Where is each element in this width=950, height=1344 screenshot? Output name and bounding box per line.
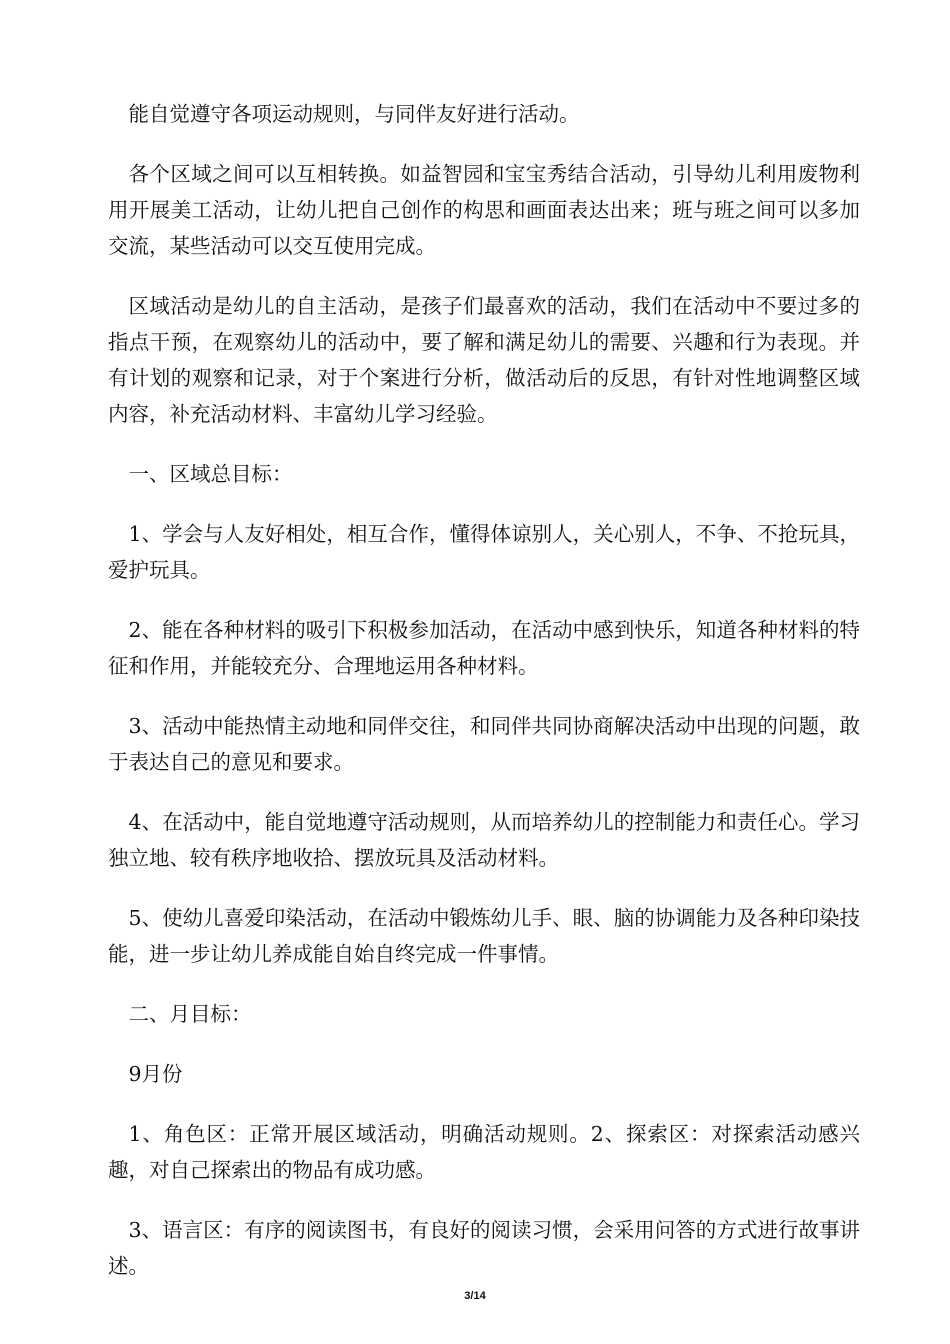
section-heading-overall-goals: 一、区域总目标： [128,462,293,486]
goal-item-1: 1、学会与人友好相处，相互合作，懂得体谅别人，关心别人，不争、不抢玩具，爱护玩具。 [108,522,860,582]
paragraph-area-conversion: 各个区域之间可以互相转换。如益智园和宝宝秀结合活动，引导幼儿利用废物利用开展美工活动，让幼儿把自己创作的构思和画面表达出来；班与班之间可以多加交流，某些活动可以交互使用完成。 [108,162,860,258]
goal-item-4: 4、在活动中，能自觉地遵守活动规则，从而培养幼儿的控制能力和责任心。学习独立地、较有秩序地收拾、摆放玩具及活动材料。 [108,810,860,870]
month-heading-september: 9月份 [128,1062,183,1086]
paragraph-autonomous-activity: 区域活动是幼儿的自主活动，是孩子们最喜欢的活动，我们在活动中不要过多的指点干预，在观察幼儿的活动中，要了解和满足幼儿的需要、兴趣和行为表现。并有计划的观察和记录，对于个案进行分析，做活动后的反思，有针对性地调整区域内容，补充活动材料、丰富幼儿学习经验。 [108,294,860,426]
month-goal-item-1-2: 1、角色区：正常开展区域活动，明确活动规则。2、探索区：对探索活动感兴趣，对自己探索出的物品有成功感。 [108,1122,860,1182]
section-heading-monthly-goals: 二、月目标： [128,1002,252,1026]
goal-item-3: 3、活动中能热情主动地和同伴交往，和同伴共同协商解决活动中出现的问题，敢于表达自己的意见和要求。 [108,714,860,774]
month-goal-item-3: 3、语言区：有序的阅读图书，有良好的阅读习惯，会采用问答的方式进行故事讲述。 [108,1218,860,1278]
document-body [108,96,860,1308]
paragraph-rules-intro: 能自觉遵守各项运动规则，与同伴友好进行活动。 [128,102,580,126]
page-number: 3/14 [464,1290,486,1302]
goal-item-5: 5、使幼儿喜爱印染活动，在活动中锻炼幼儿手、眼、脑的协调能力及各种印染技能，进一步让幼儿养成能自始自终完成一件事情。 [108,906,860,966]
goal-item-2: 2、能在各种材料的吸引下积极参加活动，在活动中感到快乐，知道各种材料的特征和作用，并能较充分、合理地运用各种材料。 [108,618,860,678]
